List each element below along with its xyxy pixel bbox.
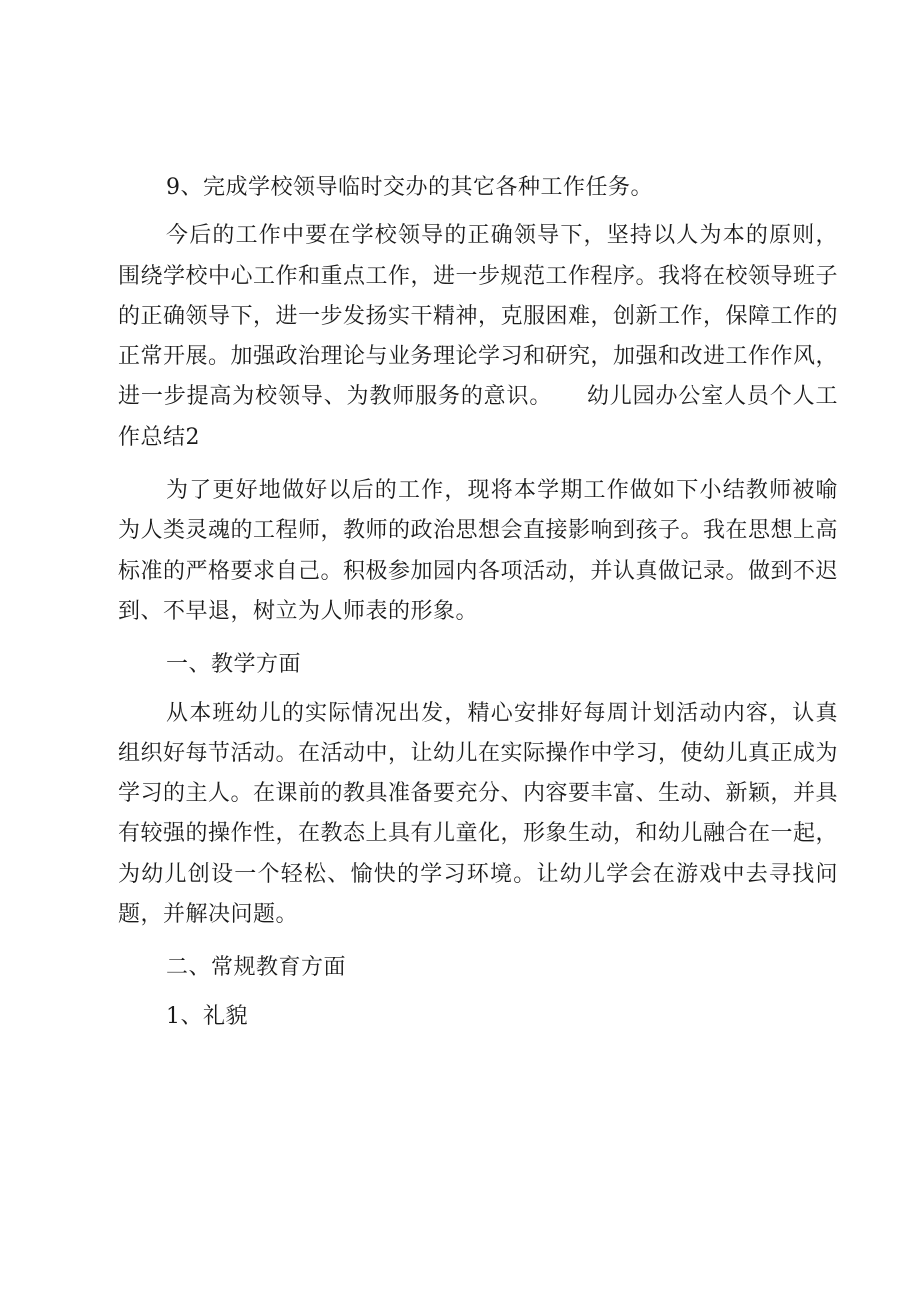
paragraph-item-9: 9、完成学校领导临时交办的其它各种工作任务。 (166, 175, 653, 200)
subheading-courtesy: 1、礼貌 (166, 1003, 248, 1029)
document-body (118, 168, 838, 1045)
paragraph-teaching: 从本班幼儿的实际情况出发，精心安排好每周计划活动内容，认真组织好每节活动。在活动中，让幼儿在实际操作中学习，使幼儿真正成为学习的主人。在课前的教具准备要充分、内容要丰富、生动、新颖，并具有较强的操作性，在教态上具有儿童化，形象生动，和幼儿融合在一起，为幼儿创设一个轻松、愉快的学习环境。让幼儿学会在游戏中去寻找问题，并解决问题。 (118, 700, 839, 928)
paragraph-future-work: 今后的工作中要在学校领导的正确领导下，坚持以人为本的原则，围绕学校中心工作和重点工作，进一步规范工作程序。我将在校领导班子的正确领导下，进一步发扬实干精神，克服困难，创新工作，保障工作的正常开展。加强政治理论与业务理论学习和研究，加强和改进工作作风，进一步提高为校领导、为教师服务的意识。 幼儿园办公室人员个人工作总结2 (118, 223, 839, 450)
section-heading-routine-education: 二、常规教育方面 (166, 955, 347, 981)
section-heading-teaching: 一、教学方面 (166, 652, 302, 678)
paragraph-summary-intro: 为了更好地做好以后的工作，现将本学期工作做如下小结教师被喻为人类灵魂的工程师，教师的政治思想会直接影响到孩子。我在思想上高标准的严格要求自己。积极参加园内各项活动，并认真做记录。做到不迟到、不早退，树立为人师表的形象。 (118, 478, 839, 624)
